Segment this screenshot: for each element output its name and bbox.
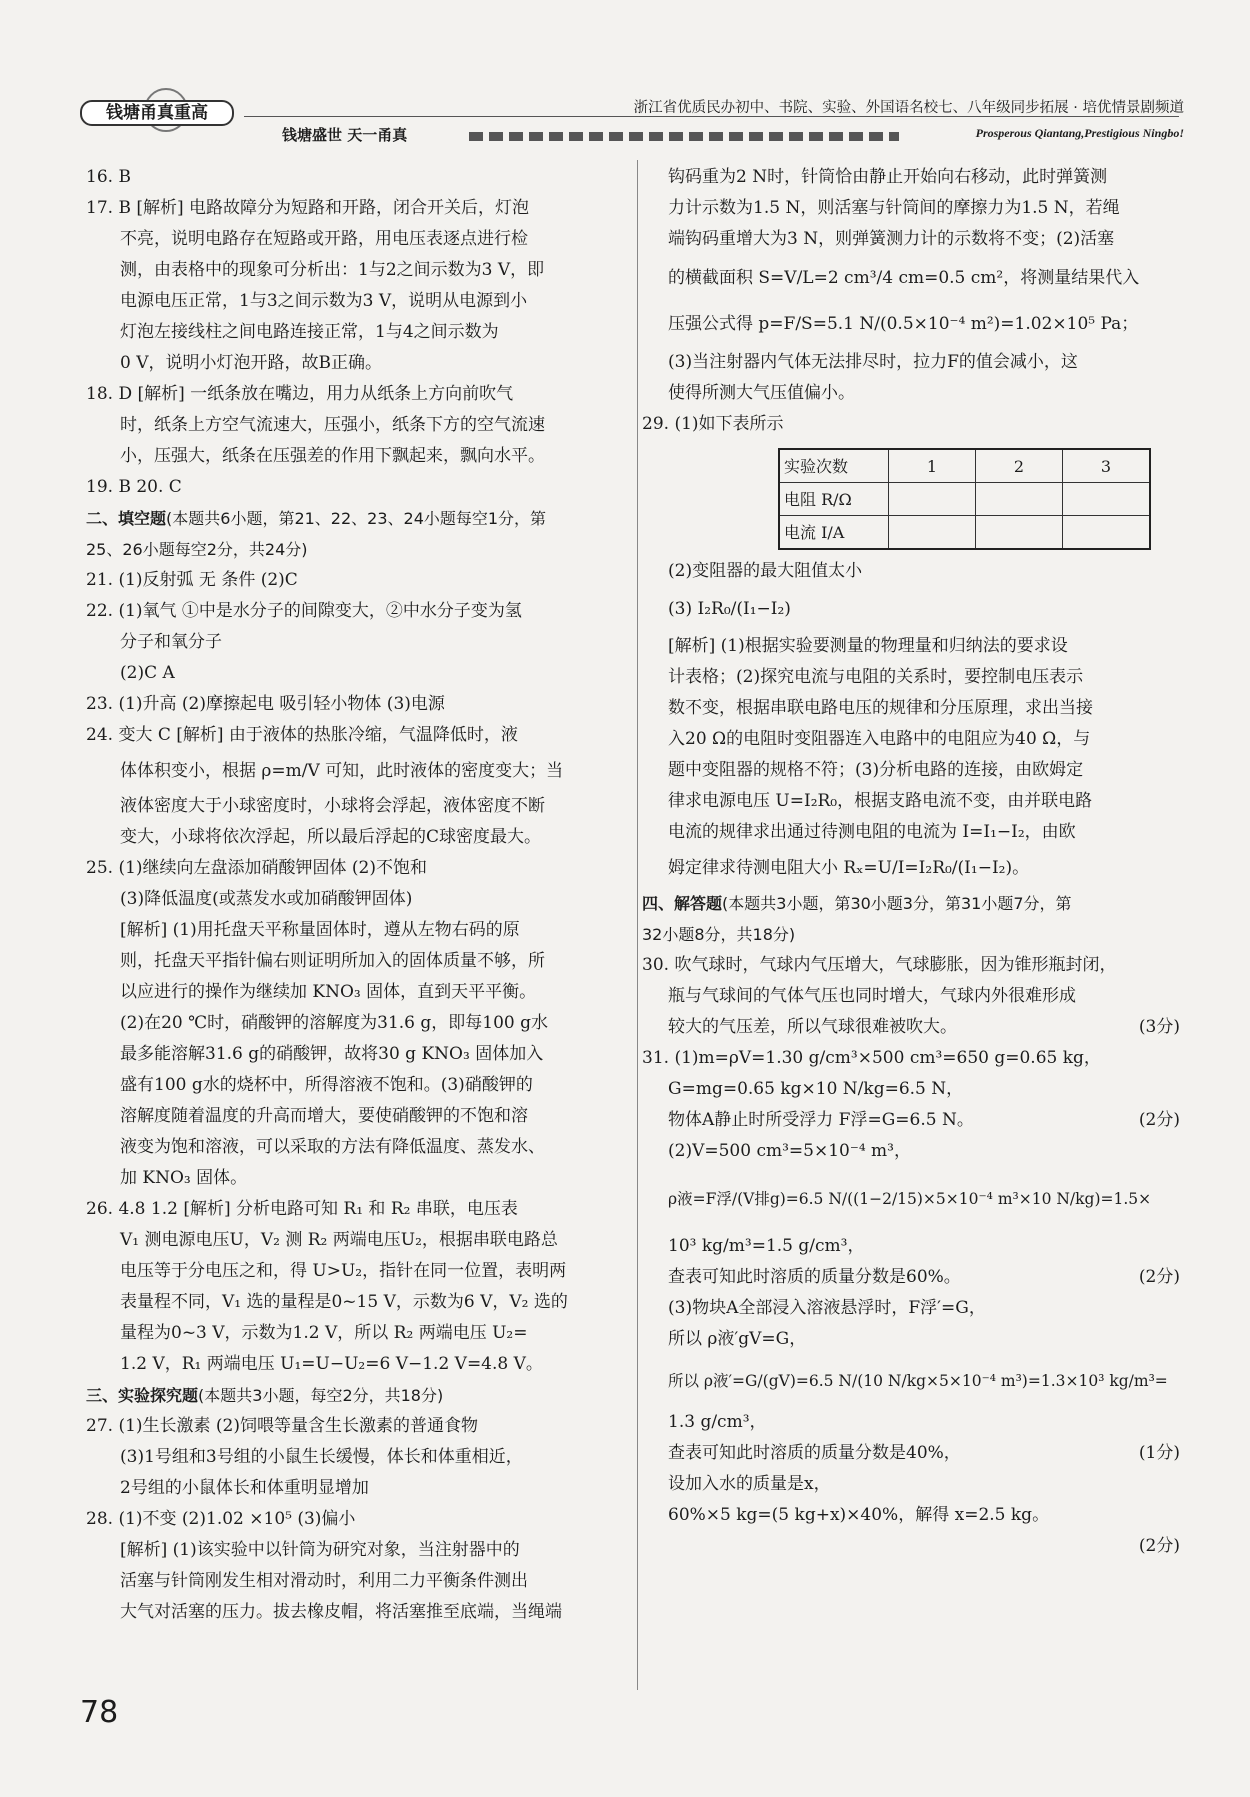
answer-25-line: [解析] (1)用托盘天平称量固体时，遵从左物右码的原: [120, 920, 520, 940]
answer-31-line: 10³ kg/m³=1.5 g/cm³，: [668, 1236, 865, 1256]
answer-31-text: 查表可知此时溶质的质量分数是40%，: [668, 1443, 961, 1463]
table-header-cell: 实验次数: [779, 449, 889, 483]
section-2-heading: [86, 503, 614, 534]
section-2-desc-cont: 25、26小题每空2分，共24分): [86, 540, 308, 559]
answer-17-line: 电源电压正常，1与3之间示数为3 V，说明从电源到小: [120, 291, 528, 311]
header-slogan: 钱塘盛世 天一甬真: [282, 126, 408, 144]
answer-29-line: 29. (1)如下表所示: [642, 414, 784, 434]
table-cell: [976, 516, 1063, 550]
answer-31-line: G=mg=0.65 kg×10 N/kg=6.5 N，: [668, 1079, 964, 1099]
answer-31-line: (3)物块A全部浸入溶液悬浮时，F浮′=G，: [668, 1298, 986, 1318]
points-label: (2分): [1138, 1536, 1180, 1556]
section-4-desc: (本题共3小题，第30小题3分，第31小题7分，第: [722, 894, 1072, 913]
answer-31-line: [668, 1262, 1180, 1293]
section-2-desc: (本题共6小题，第21、22、23、24小题每空1分，第: [166, 509, 547, 528]
answer-31-text: 查表可知此时溶质的质量分数是60%。: [668, 1267, 961, 1287]
answer-31-line: [668, 1531, 1180, 1562]
answer-30-line: 瓶与气球间的气体气压也同时增大，气球内外很难形成: [668, 986, 1076, 1006]
answer-24-line: 液体密度大于小球密度时，小球将会浮起，液体密度不断: [120, 796, 545, 816]
answer-28-cont: 使得所测大气压值偏小。: [668, 383, 855, 403]
answer-27-line: 27. (1)生长激素 (2)饲喂等量含生长激素的普通食物: [86, 1416, 479, 1436]
answer-22-line: 分子和氧分子: [120, 632, 222, 652]
answer-18-line: 时，纸条上方空气流速大，压强小，纸条下方的空气流速: [120, 415, 545, 435]
table-cell: [1063, 516, 1151, 550]
answer-31-text: 物体A静止时所受浮力 F浮=G=6.5 N。: [668, 1110, 974, 1130]
answer-22-line: (2)C A: [120, 663, 175, 683]
left-column: [86, 162, 614, 1628]
answer-26-line: 量程为0~3 V，示数为1.2 V，所以 R₂ 两端电压 U₂=: [120, 1323, 528, 1343]
answer-29-line: 律求电源电压 U=I₂R₀，根据支路电流不变，由并联电路: [668, 791, 1093, 811]
answer-28-cont: (3)当注射器内气体无法排尽时，拉力F的值会减小，这: [668, 352, 1078, 372]
section-3-title: 三、实验探究题: [86, 1386, 199, 1405]
header-title: 浙江省优质民办初中、书院、实验、外国语名校七、八年级同步拓展 · 培优情景剧频道: [633, 100, 1184, 116]
table-row-label: 电阻 R/Ω: [779, 483, 889, 516]
answer-25-line: 则，托盘天平指针偏右则证明所加入的固体质量不够，所: [120, 951, 545, 971]
answer-28-formula-pressure: 压强公式得 p=F/S=5.1 N/(0.5×10⁻⁴ m²)=1.02×10⁵ Pa；: [668, 314, 1139, 334]
answer-28-line: [解析] (1)该实验中以针筒为研究对象，当注射器中的: [120, 1540, 520, 1560]
table-row: [779, 516, 1150, 550]
answer-24-line: 变大，小球将依次浮起，所以最后浮起的C球密度最大。: [120, 827, 542, 847]
answer-28-cont: 力计示数为1.5 N，则活塞与针筒间的摩擦力为1.5 N，若绳: [668, 198, 1120, 218]
answer-21: 21. (1)反射弧 无 条件 (2)C: [86, 570, 298, 590]
answer-31-formula: ρ液=F浮/(V排g)=6.5 N/((1−2/15)×5×10⁻⁴ m³×10 N/kg)=1.5×: [668, 1190, 1152, 1208]
answer-30-text: 较大的气压差，所以气球很难被吹大。: [668, 1017, 957, 1037]
answer-25-line: 盛有100 g水的烧杯中，所得溶液不饱和。(3)硝酸钾的: [120, 1075, 533, 1095]
section-4-title: 四、解答题: [642, 894, 723, 913]
answer-31-line: 31. (1)m=ρV=1.30 g/cm³×500 cm³=650 g=0.65 kg，: [642, 1048, 1101, 1068]
table-header-cell: 2: [976, 449, 1063, 483]
answer-25-line: 溶解度随着温度的升高而增大，要使硝酸钾的不饱和溶: [120, 1106, 528, 1126]
answer-26-line: 26. 4.8 1.2 [解析] 分析电路可知 R₁ 和 R₂ 串联，电压表: [86, 1199, 518, 1219]
answer-31-line: [668, 1438, 1180, 1469]
answer-26-line: 1.2 V，R₁ 两端电压 U₁=U−U₂=6 V−1.2 V=4.8 V。: [120, 1354, 543, 1374]
answer-29-line: 题中变阻器的规格不符；(3)分析电路的连接，由欧姆定: [668, 760, 1084, 780]
answer-29-line: 数不变，根据串联电路电压的规律和分压原理，求出当接: [668, 698, 1093, 718]
right-column: [642, 162, 1180, 1562]
answer-28-cont: 钩码重为2 N时，针筒恰由静止开始向右移动，此时弹簧测: [668, 167, 1108, 187]
answer-28-line: 大气对活塞的压力。拔去橡皮帽，将活塞推至底端，当绳端: [120, 1602, 562, 1622]
answer-31-line: (2)V=500 cm³=5×10⁻⁴ m³，: [668, 1141, 911, 1161]
table-header-cell: 3: [1063, 449, 1151, 483]
table-row-label: 电流 I/A: [779, 516, 889, 550]
page-number: 78: [80, 1695, 119, 1730]
answer-24-line: 体体积变小，根据 ρ=m/V 可知，此时液体的密度变大；当: [120, 761, 564, 781]
answer-26-line: 表量程不同，V₁ 选的量程是0~15 V，示数为6 V，V₂ 选的: [120, 1292, 568, 1312]
answer-25-line: 加 KNO₃ 固体。: [120, 1168, 248, 1188]
answer-18-line: 18. D [解析] 一纸条放在嘴边，用力从纸条上方向前吹气: [86, 384, 514, 404]
answer-24-line: 24. 变大 C [解析] 由于液体的热胀冷缩，气温降低时，液: [86, 725, 518, 745]
points-label: (2分): [1138, 1110, 1180, 1130]
answer-18-line: 小，压强大，纸条在压强差的作用下飘起来，飘向水平。: [120, 446, 545, 466]
answer-26-line: V₁ 测电源电压U，V₂ 测 R₂ 两端电压U₂，根据串联电路总: [120, 1230, 558, 1250]
answer-28-cont: 端钩码重增大为3 N，则弹簧测力计的示数将不变；(2)活塞: [668, 229, 1115, 249]
answer-25-line: 25. (1)继续向左盘添加硝酸钾固体 (2)不饱和: [86, 858, 428, 878]
answer-30-line: [668, 1012, 1180, 1043]
answer-25-line: 液变为饱和溶液，可以采取的方法有降低温度、蒸发水、: [120, 1137, 545, 1157]
answer-17-line: 不亮，说明电路存在短路或开路，用电压表逐点进行检: [120, 229, 528, 249]
answer-31-line: 所以 ρ液′gV=G，: [668, 1329, 807, 1349]
answer-28-line: 活塞与针筒刚发生相对滑动时，利用二力平衡条件测出: [120, 1571, 528, 1591]
answer-29-line: 姆定律求待测电阻大小 Rₓ=U/I=I₂R₀/(I₁−I₂)。: [668, 858, 1030, 878]
answer-17-line: 0 V，说明小灯泡开路，故B正确。: [120, 353, 382, 373]
answer-31-formula: 所以 ρ液′=G/(gV)=6.5 N/(10 N/kg×5×10⁻⁴ m³)=1.3×10³ kg/m³=: [668, 1372, 1168, 1390]
series-logo: 钱塘甬真重高: [80, 100, 234, 126]
table-cell: [889, 516, 976, 550]
answer-17-line: 17. B [解析] 电路故障分为短路和开路，闭合开关后，灯泡: [86, 198, 530, 218]
answer-27-line: 2号组的小鼠体长和体重明显增加: [120, 1478, 369, 1498]
answer-30-line: 30. 吹气球时，气球内气压增大，气球膨胀，因为锥形瓶封闭，: [642, 955, 1117, 975]
answer-29-formula: (3) I₂R₀/(I₁−I₂): [668, 599, 791, 619]
table-row: [779, 449, 1150, 483]
table-row: [779, 483, 1150, 516]
answer-27-line: (3)1号组和3号组的小鼠生长缓慢，体长和体重相近，: [120, 1447, 523, 1467]
answer-31-line: [668, 1105, 1180, 1136]
table-cell: [889, 483, 976, 516]
answer-29-line: 入20 Ω的电阻时变阻器连入电路中的电阻应为40 Ω，与: [668, 729, 1091, 749]
answer-25-line: (2)在20 ℃时，硝酸钾的溶解度为31.6 g，即每100 g水: [120, 1013, 549, 1033]
answer-29-line: 电流的规律求出通过待测电阻的电流为 I=I₁−I₂，由欧: [668, 822, 1076, 842]
answer-17-line: 灯泡左接线柱之间电路连接正常，1与4之间示数为: [120, 322, 499, 342]
points-label: (3分): [1138, 1017, 1180, 1037]
answer-29-line: (2)变阻器的最大阻值太小: [668, 561, 863, 581]
table-cell: [976, 483, 1063, 516]
answer-23: 23. (1)升高 (2)摩擦起电 吸引轻小物体 (3)电源: [86, 694, 445, 714]
column-divider: [637, 160, 638, 1690]
answer-17-line: 测，由表格中的现象可分析出：1与2之间示数为3 V，即: [120, 260, 545, 280]
table-cell: [1063, 483, 1151, 516]
answer-25-line: 最多能溶解31.6 g的硝酸钾，故将30 g KNO₃ 固体加入: [120, 1044, 544, 1064]
answer-22-line: 22. (1)氧气 ①中是水分子的间隙变大，②中水分子变为氢: [86, 601, 522, 621]
section-4-heading: [642, 888, 1180, 919]
section-2-title: 二、填空题: [86, 509, 167, 528]
page-header: [74, 92, 1184, 154]
answer-28-formula-area: 的横截面积 S=V/L=2 cm³/4 cm=0.5 cm²，将测量结果代入: [668, 268, 1140, 288]
header-dash-strip: [469, 132, 899, 141]
section-4-desc-cont: 32小题8分，共18分): [642, 925, 796, 944]
answer-31-line: 60%×5 kg=(5 kg+x)×40%，解得 x=2.5 kg。: [668, 1505, 1050, 1525]
answer-16: 16. B: [86, 167, 131, 187]
answer-28-line: 28. (1)不变 (2)1.02 ×10⁵ (3)偏小: [86, 1509, 356, 1529]
answer-29-line: 计表格；(2)探究电流与电阻的关系时，要控制电压表示: [668, 667, 1084, 687]
points-label: (2分): [1138, 1267, 1180, 1287]
answer-25-line: (3)降低温度(或蒸发水或加硝酸钾固体): [120, 889, 413, 909]
answer-29-line: [解析] (1)根据实验要测量的物理量和归纳法的要求设: [668, 636, 1068, 656]
header-subtitle: Prosperous Qiantang,Prestigious Ningbo!: [975, 126, 1184, 140]
points-label: (1分): [1138, 1443, 1180, 1463]
answer-25-line: 以应进行的操作为继续加 KNO₃ 固体，直到天平平衡。: [120, 982, 537, 1002]
experiment-table: [778, 448, 1151, 550]
answer-31-line: 设加入水的质量是x，: [668, 1474, 831, 1494]
answer-19-20: 19. B 20. C: [86, 477, 182, 497]
answer-26-line: 电压等于分电压之和，得 U>U₂，指针在同一位置，表明两: [120, 1261, 567, 1281]
section-3-heading: [86, 1380, 614, 1411]
answer-31-line: 1.3 g/cm³，: [668, 1412, 767, 1432]
table-header-cell: 1: [889, 449, 976, 483]
section-3-desc: (本题共3小题，每空2分，共18分): [198, 1386, 444, 1405]
